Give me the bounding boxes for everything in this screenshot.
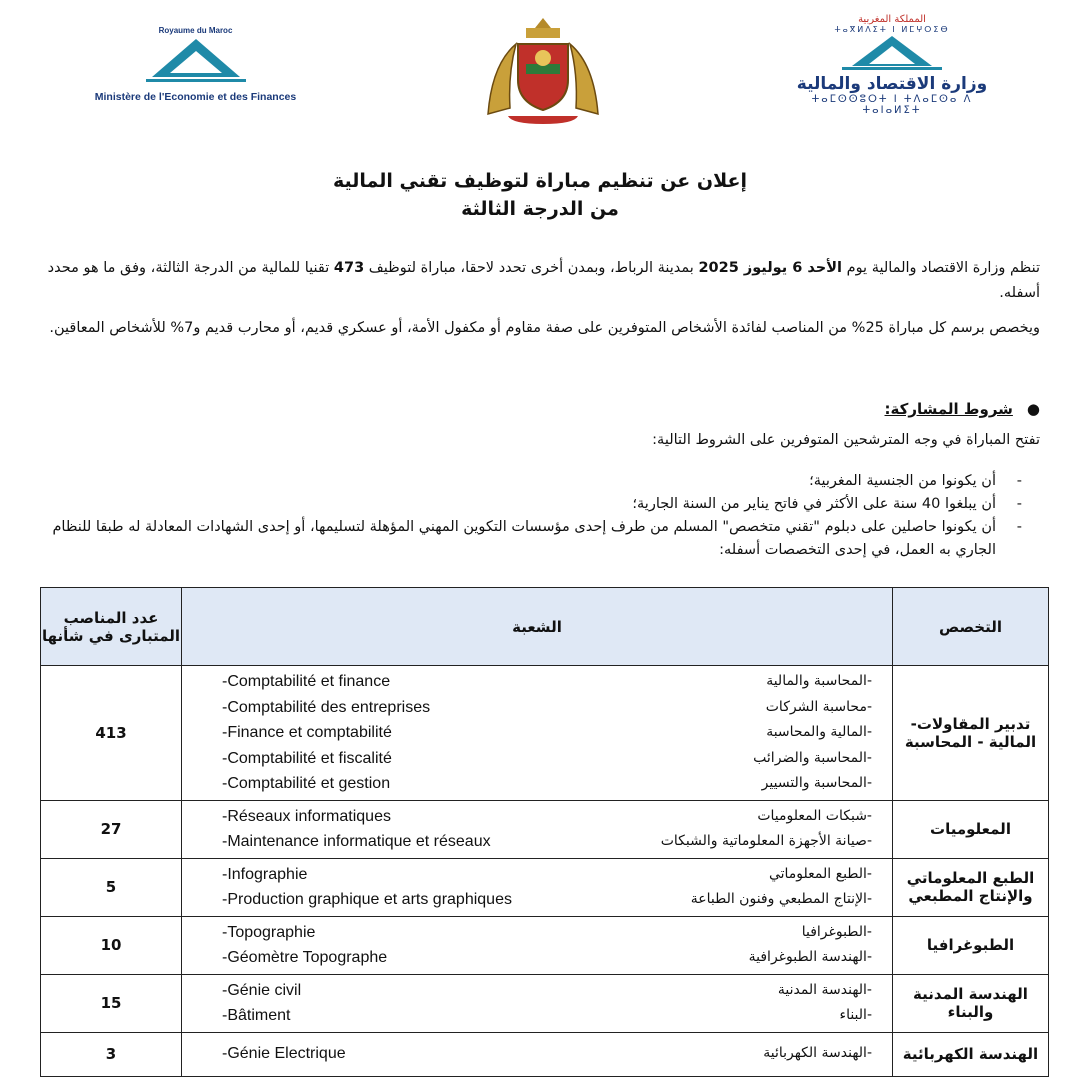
logo-kingdom-tifinagh: ⵜⴰⴳⵍⴷⵉⵜ ⵏ ⵍⵎⵖⵔⵉⴱ	[834, 25, 950, 34]
dash-icon: -	[1016, 519, 1022, 535]
positions-count: 413	[41, 666, 182, 801]
conditions-heading-text: شروط المشاركة:	[884, 400, 1013, 418]
table-row	[41, 1032, 1049, 1076]
conditions-intro: تفتح المباراة في وجه المترشحين المتوفرين على الشروط التالية:	[652, 432, 1040, 448]
header-specialty: التخصص	[893, 588, 1049, 666]
branch-cell: -الطبوغرافيا -الهندسة الطبوغرافية -Topographie -Géomètre Topographe	[182, 916, 893, 974]
positions-count: 3	[41, 1032, 182, 1076]
positions-count: 10	[41, 916, 182, 974]
specialty-name: الهندسة الكهربائية	[893, 1032, 1049, 1076]
table-row	[41, 916, 1049, 974]
page-subtitle: من الدرجة الثالثة	[461, 198, 619, 220]
specialty-name: الطبوغرافيا	[893, 916, 1049, 974]
logo-kingdom-ar: المملكة المغربية	[858, 14, 926, 25]
positions-count: 15	[41, 974, 182, 1032]
coat-of-arms-icon	[478, 14, 608, 126]
para1-part-b: بمدينة الرباط، وبمدن أخرى تحدد لاحقا، مباراة لتوظيف	[364, 260, 699, 276]
dash-icon: -	[1016, 496, 1022, 512]
exam-date: الأحد 6 يوليوز 2025	[698, 260, 842, 276]
logo-ministry-ar: وزارة الاقتصاد والمالية	[796, 74, 988, 94]
header-branch: الشعبة	[182, 588, 893, 666]
branch-cell: -الهندسة المدنية -البناء -Génie civil -Bâtiment	[182, 974, 893, 1032]
list-item: - أن يبلغوا 40 سنة على الأكثر في فاتح يناير من السنة الجارية؛	[40, 493, 1040, 516]
positions-count: 5	[41, 858, 182, 916]
table-row	[41, 858, 1049, 916]
letterhead	[0, 0, 1080, 140]
bullet-icon: ●	[1026, 400, 1040, 418]
table-row	[41, 800, 1049, 858]
specialty-name: الهندسة المدنية والبناء	[893, 974, 1049, 1032]
branch-cell: -المحاسبة والمالية -محاسبة الشركات -المالية والمحاسبة -المحاسبة والضرائب -المحاسبة والتسيير -Comptabilité et finance -Comptabilité des entreprises -Finance et comptabilité -Comptabilité et fiscalité -Comptabilité et gestion	[182, 666, 893, 801]
list-item: - أن يكونوا من الجنسية المغربية؛	[40, 470, 1040, 493]
positions-total: 473	[333, 260, 365, 276]
ministry-logo-ar	[782, 14, 1002, 126]
conditions-heading	[40, 400, 1040, 418]
specialty-name: تدبير المقاولات- المالية - المحاسبة	[893, 666, 1049, 801]
specialty-name: الطبع المعلوماتي والإنتاج المطبعي	[893, 858, 1049, 916]
list-item: - أن يكونوا حاصلين على دبلوم "تقني متخصص" المسلم من طرف إحدى مؤسسات التكوين المهني المؤهلة لتسليمها، أو إحدى الشهادات المعادلة له طبقا للنظام الجاري به العمل، في إحدى التخصصات أسفله:	[40, 516, 1040, 562]
specialty-name: المعلوميات	[893, 800, 1049, 858]
dash-icon: -	[1016, 473, 1022, 489]
logo-kingdom-fr: Royaume du Maroc	[158, 26, 233, 35]
conditions-list	[40, 470, 1040, 562]
table-header-row	[41, 588, 1049, 666]
announcement-paragraph	[40, 256, 1040, 306]
pyramid-logo-icon	[136, 35, 256, 85]
page-title: إعلان عن تنظيم مباراة لتوظيف تقني المالية	[332, 170, 748, 192]
logo-ministry-fr: Ministère de l'Economie et des Finances	[94, 91, 297, 103]
quota-paragraph: ويخصص برسم كل مباراة 25% من المناصب لفائدة الأشخاص المتوفرين على صفة مقاوم أو مكفول الأمة، أو عسكري قديم، أو محارب قديم و7% للأشخاص المعاقين.	[49, 320, 1040, 336]
header-count: عدد المناصب المتبارى في شأنها	[41, 588, 182, 666]
table-row	[41, 974, 1049, 1032]
table-row	[41, 666, 1049, 801]
positions-count: 27	[41, 800, 182, 858]
para1-part-a: تنظم وزارة الاقتصاد والمالية يوم	[841, 260, 1040, 276]
branch-cell: -الطبع المعلوماتي -الإنتاج المطبعي وفنون الطباعة -Infographie -Production graphique et arts graphiques	[182, 858, 893, 916]
branch-cell: -شبكات المعلوميات -صيانة الأجهزة المعلوماتية والشبكات -Réseaux informatiques -Maintenance informatique et réseaux	[182, 800, 893, 858]
pyramid-logo-icon	[837, 34, 947, 70]
branch-cell: -الهندسة الكهربائية -Génie Electrique	[182, 1032, 893, 1076]
specialties-table	[40, 587, 1049, 1077]
para1-part-c: تقنيا للمالية من الدرجة الثالثة، وفق ما هو محدد أسفله.	[47, 260, 1040, 301]
ministry-logo-fr	[88, 26, 303, 116]
logo-ministry-tifinagh: ⵜⴰⵎⵙⵙⵓⵔⵜ ⵏ ⵜⴷⴰⵎⵙⴰ ⴷ ⵜⴰⵏⴰⵍⵉⵜ	[811, 94, 973, 116]
